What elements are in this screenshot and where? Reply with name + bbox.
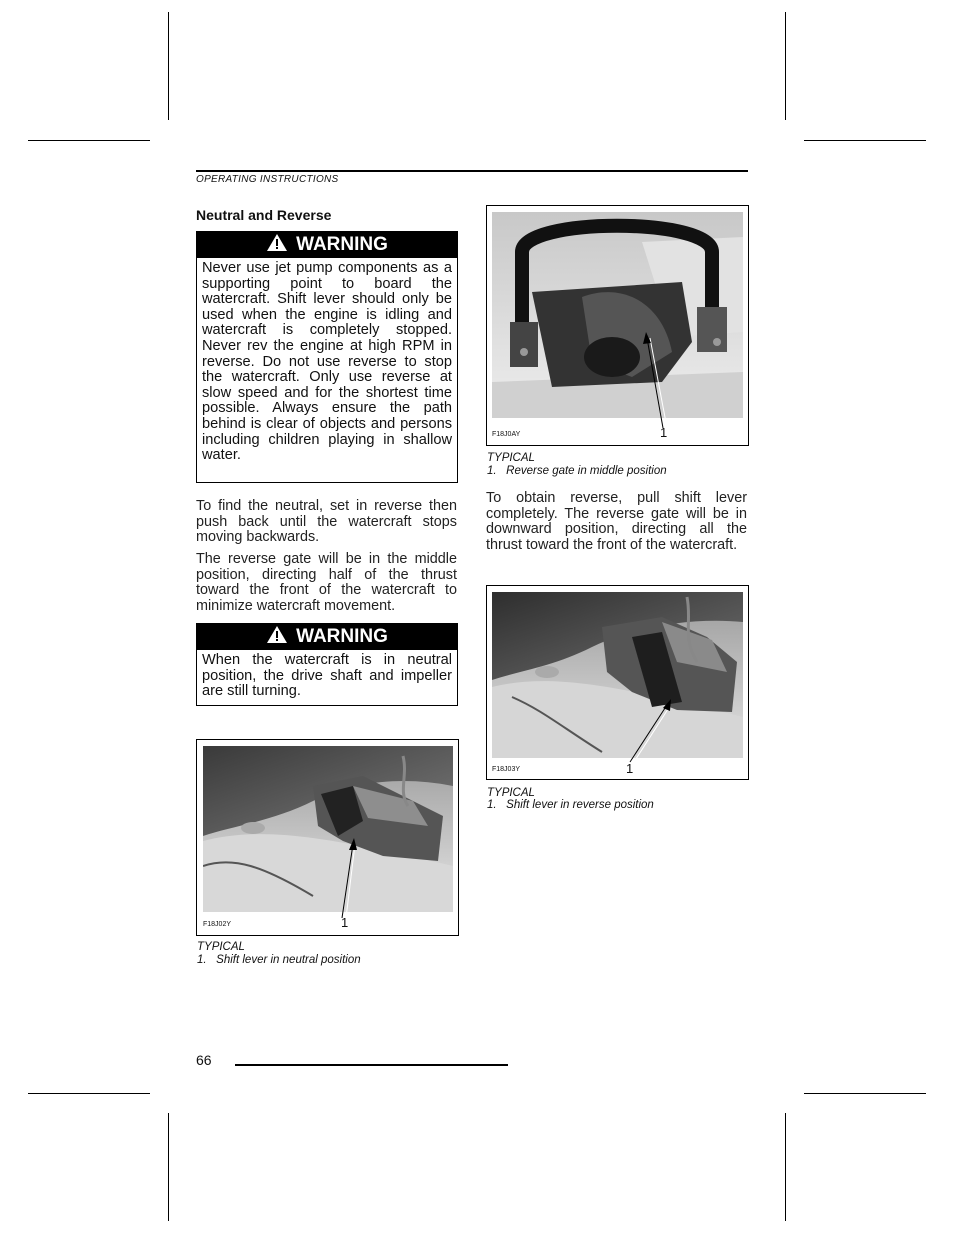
caption-item: 1. Shift lever in neutral position: [197, 954, 361, 966]
crop-mark: [168, 12, 169, 120]
crop-mark: [785, 12, 786, 120]
callout-arrow: [487, 586, 748, 779]
warning-triangle-icon: [266, 233, 288, 258]
section-title: Neutral and Reverse: [196, 207, 332, 223]
crop-mark: [785, 1113, 786, 1221]
crop-mark: [804, 140, 926, 141]
footer-rule: [235, 1064, 508, 1066]
warning-header: [197, 232, 457, 258]
warning-box-boarding: [196, 231, 458, 483]
caption-typical: TYPICAL: [487, 787, 535, 799]
figure-shift-lever-neutral: [196, 739, 459, 936]
figure-code: F18J02Y: [203, 921, 232, 928]
paragraph-obtain-reverse: To obtain reverse, pull shift lever completely. The reverse gate will be in downward position, directing all the thrust toward the front of the watercraft.: [486, 490, 747, 553]
caption-typical: TYPICAL: [487, 452, 535, 464]
caption-item: 1. Reverse gate in middle position: [487, 465, 667, 477]
caption-typical: TYPICAL: [197, 941, 245, 953]
header-rule: [196, 170, 748, 172]
figure-shift-lever-reverse: [486, 585, 749, 780]
crop-mark: [28, 140, 150, 141]
warning-text: When the watercraft is in neutral position, the drive shaft and impeller are still turning.: [202, 652, 452, 700]
warning-triangle-icon: [266, 625, 288, 650]
crop-mark: [168, 1113, 169, 1221]
running-head: OPERATING INSTRUCTIONS: [196, 174, 339, 185]
warning-text: Never use jet pump components as a supporting point to board the watercraft. Shift lever should only be used when the engine is idling and watercraft is completely stopped. Never rev the engine at high RPM in reverse. Do not use reverse to stop the watercraft. Only use reverse at slow speed and for the shortest time possible. Always ensure the path behind is clear of objects and persons including children playing in shallow water.: [202, 260, 452, 464]
figure-code: F18J0AY: [492, 431, 521, 438]
callout-arrow: [197, 740, 458, 935]
crop-mark: [804, 1093, 926, 1094]
figure-code: F18J03Y: [492, 766, 521, 773]
callout-arrow: [487, 206, 748, 445]
warning-label: WARNING: [296, 234, 388, 255]
warning-header: [197, 624, 457, 650]
paragraph-middle-position: The reverse gate will be in the middle position, directing half of the thrust toward the front of the watercraft to minimize watercraft movement.: [196, 551, 457, 614]
paragraph-neutral: To find the neutral, set in reverse then push back until the watercraft stops moving backwards.: [196, 498, 457, 546]
figure-reverse-gate: [486, 205, 749, 446]
callout-number: 1: [626, 761, 634, 776]
caption-item: 1. Shift lever in reverse position: [487, 799, 654, 811]
warning-box-neutral: [196, 623, 458, 706]
page-number: 66: [196, 1052, 212, 1068]
crop-mark: [28, 1093, 150, 1094]
callout-number: 1: [660, 425, 668, 440]
callout-number: 1: [341, 915, 349, 930]
warning-label: WARNING: [296, 626, 388, 647]
